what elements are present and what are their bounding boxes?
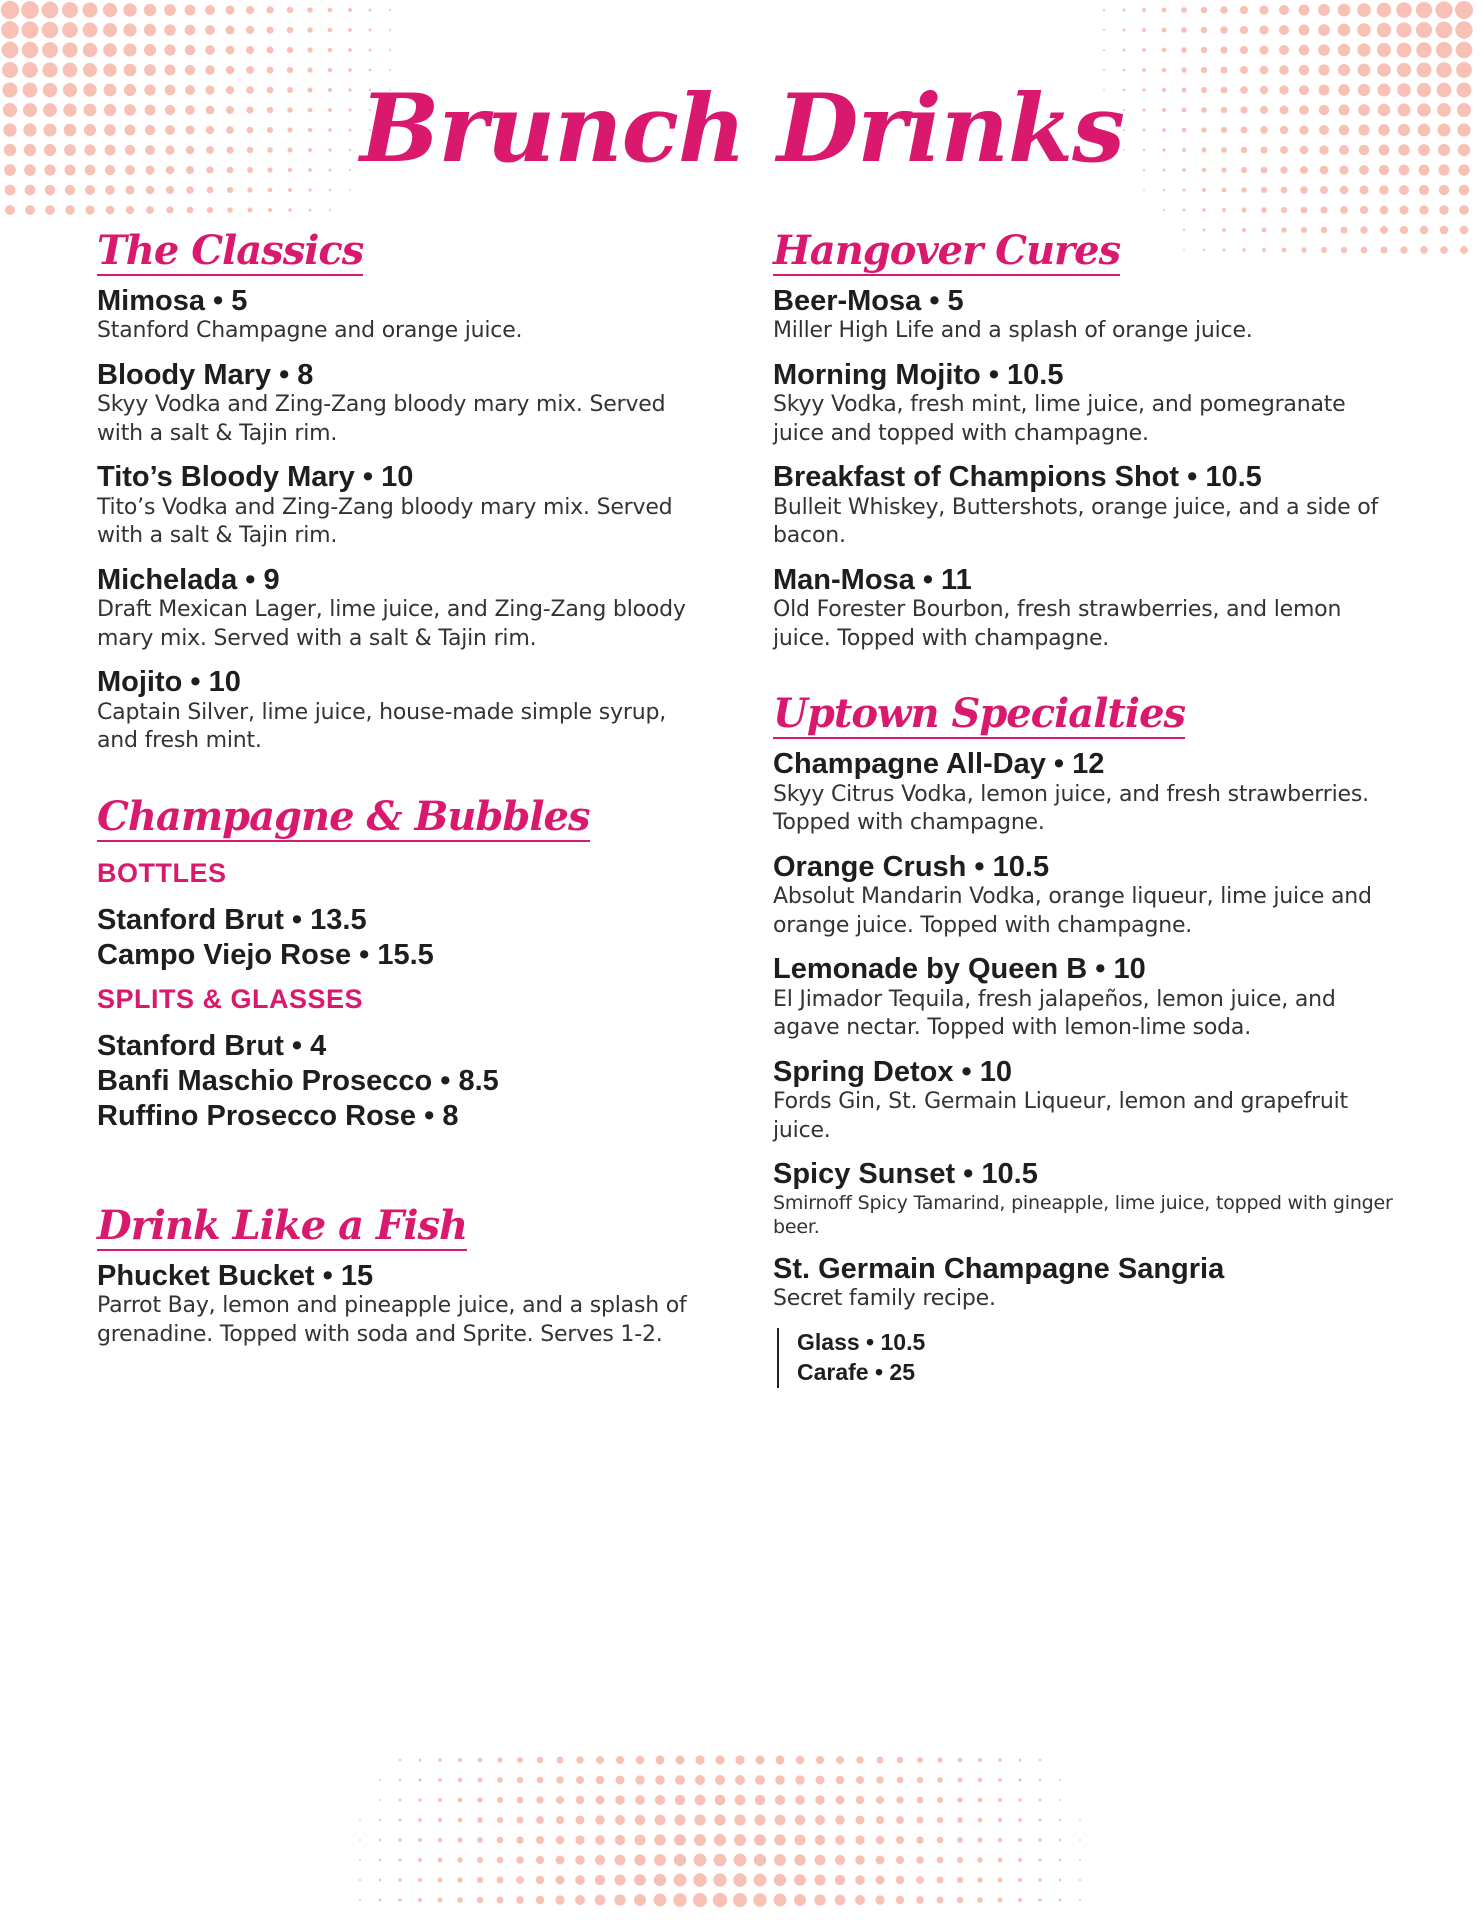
menu-item [773, 1254, 1403, 1388]
item-name: Bloody Mary • 8 [97, 358, 314, 391]
item-name: Beer-Mosa • 5 [773, 285, 964, 317]
item-name: Man-Mosa • 11 [773, 563, 972, 596]
item-name: Phucket Bucket • 15 [97, 1259, 374, 1292]
item-name: St. Germain Champagne Sangria [773, 1253, 1225, 1286]
menu-item [97, 667, 697, 756]
size-option: Glass • 10.5 [797, 1329, 926, 1355]
menu-item [773, 462, 1403, 551]
item-name: Mojito • 10 [97, 666, 241, 699]
wine-item: Banfi Maschio Prosecco • 8.5 [97, 1065, 499, 1098]
left-column [97, 227, 697, 1389]
halftone-dots-bottom [330, 1750, 1110, 1920]
section-the-classics [97, 227, 697, 756]
item-name: Tito’s Bloody Mary • 10 [97, 461, 414, 494]
item-description: Draft Mexican Lager, lime juice, and Zing-Zang bloody mary mix. Served with a salt & Tajin rim. [97, 597, 686, 651]
item-name: Spicy Sunset • 10.5 [773, 1158, 1038, 1191]
item-name: Morning Mojito • 10.5 [773, 358, 1064, 391]
item-name: Lemonade by Queen B • 10 [773, 953, 1146, 986]
section-uptown-specialties [773, 690, 1403, 1387]
menu-item [97, 462, 697, 551]
item-description: Skyy Vodka, fresh mint, lime juice, and pomegranate juice and topped with champagne. [773, 392, 1346, 446]
splits-list [97, 1029, 697, 1135]
section-heading: Champagne & Bubbles [97, 792, 590, 840]
item-name: Breakfast of Champions Shot • 10.5 [773, 461, 1262, 494]
menu-item [773, 360, 1403, 449]
right-column [773, 227, 1403, 1428]
menu-item [773, 954, 1403, 1043]
item-name: Michelada • 9 [97, 563, 280, 596]
item-name: Spring Detox • 10 [773, 1055, 1012, 1088]
menu-item [97, 565, 697, 654]
item-description: Tito’s Vodka and Zing-Zang bloody mary mix. Served with a salt & Tajin rim. [97, 494, 673, 549]
section-heading: Uptown Specialties [773, 690, 1186, 738]
section-heading: Hangover Cures [773, 227, 1121, 274]
wine-item: Stanford Brut • 4 [97, 1029, 327, 1062]
item-description: Fords Gin, St. Germain Liqueur, lemon and grapefruit juice. [773, 1089, 1348, 1143]
menu-item [97, 360, 697, 449]
item-description: Absolut Mandarin Vodka, orange liqueur, lime juice and orange juice. Topped with champagne. [773, 884, 1372, 938]
menu-item [773, 749, 1403, 838]
bottles-list [97, 903, 697, 974]
section-heading: Drink Like a Fish [97, 1201, 468, 1249]
item-description: Bulleit Whiskey, Buttershots, orange juice, and a side of bacon. [773, 494, 1379, 549]
item-description: Skyy Citrus Vodka, lemon juice, and fresh strawberries. Topped with champagne. [773, 781, 1369, 836]
size-option: Carafe • 25 [797, 1358, 916, 1385]
wine-item: Stanford Brut • 13.5 [97, 903, 367, 936]
item-description: Captain Silver, lime juice, house-made simple syrup, and fresh mint. [97, 699, 667, 754]
subheading-splits-glasses: SPLITS & GLASSES [97, 983, 364, 1014]
item-description: Parrot Bay, lemon and pineapple juice, and a splash of grenadine. Topped with soda and Sprite. Serves 1-2. [97, 1293, 687, 1347]
item-description: Smirnoff Spicy Tamarind, pineapple, lime juice, topped with ginger beer. [773, 1191, 1393, 1239]
menu-item [773, 565, 1403, 654]
section-champagne-bubbles [97, 792, 697, 1135]
item-description: Old Forester Bourbon, fresh strawberries, and lemon juice. Topped with champagne. [773, 597, 1342, 651]
menu-item [773, 286, 1403, 346]
item-description: Skyy Vodka and Zing-Zang bloody mary mix. Served with a salt & Tajin rim. [97, 392, 666, 446]
item-name: Champagne All-Day • 12 [773, 748, 1105, 781]
section-heading: The Classics [97, 227, 364, 274]
menu-item [773, 1057, 1403, 1146]
section-hangover-cures [773, 227, 1403, 653]
subheading-bottles: BOTTLES [97, 857, 227, 888]
page-title: Brunch Drinks [359, 74, 1125, 184]
wine-item: Campo Viejo Rose • 15.5 [97, 939, 434, 972]
item-description: El Jimador Tequila, fresh jalapeños, lemon juice, and agave nectar. Topped with lemon-lime soda. [773, 986, 1336, 1041]
item-name: Orange Crush • 10.5 [773, 850, 1050, 883]
item-description: Miller High Life and a splash of orange juice. [773, 318, 1253, 344]
menu-item [773, 852, 1403, 941]
item-name: Mimosa • 5 [97, 285, 248, 317]
item-description: Secret family recipe. [773, 1286, 996, 1312]
menu-item [773, 1159, 1403, 1240]
item-description: Stanford Champagne and orange juice. [97, 318, 523, 344]
wine-item: Ruffino Prosecco Rose • 8 [97, 1100, 459, 1133]
menu-item [97, 286, 697, 346]
sangria-sizes [777, 1328, 1403, 1388]
menu-item [97, 1261, 697, 1350]
section-drink-like-a-fish [97, 1201, 697, 1350]
